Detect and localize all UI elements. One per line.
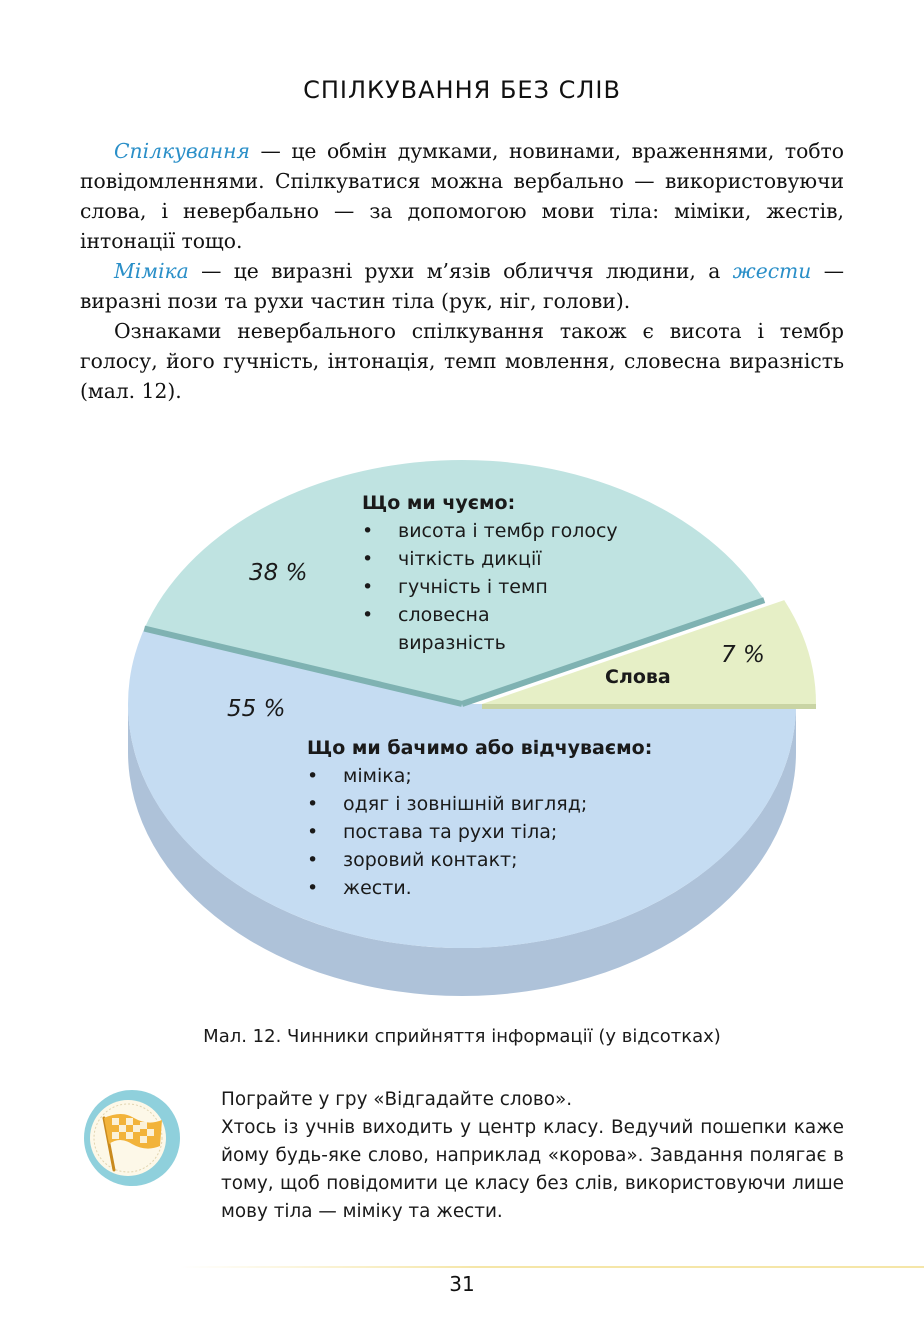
- seeing-annotation: [307, 734, 687, 902]
- page-title: СПІЛКУВАННЯ БЕЗ СЛІВ: [303, 76, 621, 104]
- hearing-heading: Що ми чуємо:: [362, 492, 516, 514]
- seeing-list: [307, 762, 687, 902]
- term-communication: Спілкування: [114, 139, 250, 163]
- seeing-heading: Що ми бачимо або відчуваємо:: [307, 737, 653, 759]
- paragraph-mimicry-rest: — виразні пози та рухи частин тіла (рук, ніг, голови).: [80, 259, 844, 313]
- game-instructions: [221, 1086, 844, 1226]
- checkered-flag-icon: [82, 1088, 182, 1188]
- paragraph-nonverbal: Ознаками невербального спілкування також є висота і тембр голосу, його гучність, інтонація, темп мовлення, словесна виразність (мал. 12).: [80, 319, 844, 403]
- seeing-item: • постава та рухи тіла;: [307, 818, 687, 846]
- paragraph-mimicry-mid: — це виразні рухи м’язів обличчя людини, а: [188, 259, 733, 283]
- words-heading: Слова: [605, 666, 671, 688]
- hearing-item: • гучність і темп: [362, 573, 652, 601]
- hearing-list: [362, 517, 652, 657]
- game-intro: Пограйте у гру «Відгадайте слово».: [221, 1089, 573, 1110]
- term-mimicry: Міміка: [114, 259, 189, 283]
- seeing-item: • одяг і зовнішній вигляд;: [307, 790, 687, 818]
- term-gestures: жести: [732, 259, 812, 283]
- paragraph-communication: [80, 136, 844, 256]
- footer-divider: [180, 1266, 924, 1268]
- figure-caption: Мал. 12. Чинники сприйняття інформації (у відсотках): [203, 1026, 721, 1047]
- slice-label-words: 7 %: [721, 642, 765, 668]
- page-number: 31: [449, 1272, 475, 1296]
- seeing-item: • зоровий контакт;: [307, 846, 687, 874]
- paragraph-communication-text: — це обмін думками, новинами, враженнями, тобто повідомленнями. Спілкуватися можна вербально — використовуючи слова, і невербально — за допомогою мови тіла: міміки, жестів, інтонації тощо.: [80, 139, 844, 253]
- hearing-item: • чіткість дикції: [362, 545, 652, 573]
- seeing-item: • жести.: [307, 874, 687, 902]
- pie-side-words: [482, 704, 816, 709]
- pie-chart: [0, 440, 924, 1020]
- slice-label-seeing: 55 %: [227, 696, 286, 722]
- hearing-item: • словесна виразність: [362, 601, 528, 657]
- intro-text: [80, 136, 844, 406]
- words-annotation: [605, 663, 671, 691]
- slice-label-hearing: 38 %: [249, 560, 308, 586]
- paragraph-mimicry: [80, 256, 844, 316]
- game-description: Хтось із учнів виходить у центр класу. Ведучий пошепки каже йому будь-яке слово, наприклад «корова». Завдання полягає в тому, щоб повідомити це класу без слів, використовуючи лише мову тіла — міміку та жести.: [221, 1117, 844, 1222]
- hearing-annotation: [362, 489, 652, 657]
- seeing-item: • міміка;: [307, 762, 687, 790]
- hearing-item: • висота і тембр голосу: [362, 517, 652, 545]
